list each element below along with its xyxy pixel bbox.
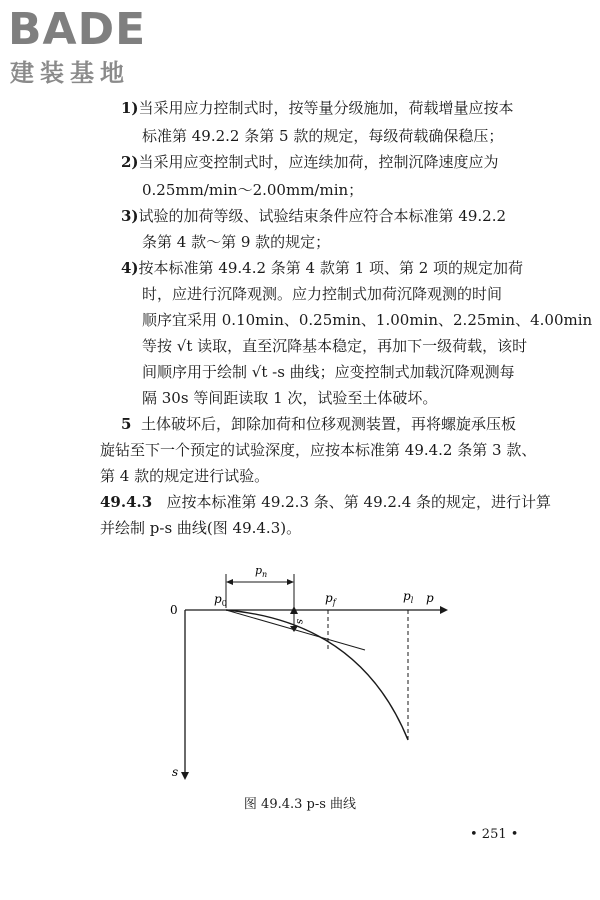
s-axis-label: s (172, 765, 179, 779)
clause-number: 49.4.3 (100, 493, 153, 511)
figure-caption: 图 49.4.3 p-s 曲线 (243, 797, 357, 812)
item-4-line-5: 间顺序用于绘制 √t -s 曲线；应变控制式加载沉降观测每 (142, 363, 515, 381)
item-number: 2) (121, 153, 139, 171)
s-axis-arrow (181, 772, 189, 780)
item-3-line-2: 条第 4 款～第 9 款的规定； (142, 233, 331, 251)
page-number: • 251 • (470, 827, 519, 842)
origin-label: 0 (170, 603, 178, 617)
pf-label: $p_f$ (325, 591, 336, 607)
item-1-line-2: 标准第 49.2.2 条第 5 款的规定，每级荷载确保稳压； (142, 127, 504, 145)
item-4-line-1: 4)按本标准第 49.4.2 条第 4 款第 1 项、第 2 项的规定加荷 (121, 259, 524, 277)
p-axis-label: p (426, 591, 434, 605)
pn-label: $p_n$ (255, 564, 268, 579)
item-1-line-1: 1)当采用应力控制式时，按等量分级施加，荷载增量应按本 (121, 99, 514, 117)
para-5-line-3: 第 4 款的规定进行试验。 (100, 467, 270, 485)
p0-label: $p_0$ (214, 592, 227, 608)
s-marker-label: s (294, 619, 305, 625)
pn-arrow-right (287, 579, 294, 585)
p-s-curve (226, 610, 408, 740)
item-2-line-1: 2)当采用应变控制式时，应连续加荷，控制沉降速度应为 (121, 153, 499, 171)
pl-label: $p_l$ (403, 589, 414, 605)
item-4-line-4: 等按 √t 读取，直至沉降基本稳定，再加下一级荷载，该时 (142, 337, 528, 355)
para-5-line-2: 旋钻至下一个预定的试验深度，应按本标准第 49.4.2 条第 3 款、 (100, 441, 537, 459)
p-axis-arrow (440, 606, 448, 614)
item-4-line-6: 隔 30s 等间距读取 1 次，试验至土体破坏。 (142, 389, 438, 407)
item-number: 1) (121, 99, 139, 117)
clause-line-2: 并绘制 p-s 曲线(图 49.4.3)。 (100, 519, 302, 537)
logo-sub-text: 建装基地 (10, 59, 130, 87)
item-4-line-3: 顺序宜采用 0.10min、0.25min、1.00min、2.25min、4.00min (142, 311, 593, 329)
logo-main-text: BADE (8, 4, 147, 55)
item-4-line-2: 时，应进行沉降观测。应力控制式加荷沉降观测的时间 (142, 285, 503, 303)
item-number: 4) (121, 259, 139, 277)
para-5-line-1: 5 土体破坏后，卸除加荷和位移观测装置，再将螺旋承压板 (121, 415, 516, 433)
item-number: 3) (121, 207, 139, 225)
para-number: 5 (121, 415, 132, 433)
bade-logo (8, 6, 188, 96)
pn-arrow-left (226, 579, 233, 585)
tangent-line (226, 610, 365, 650)
clause-line-1: 49.4.3 应按本标准第 49.2.3 条、第 49.2.4 条的规定，进行计算 (100, 493, 552, 511)
item-3-line-1: 3)试验的加荷等级、试验结束条件应符合本标准第 49.2.2 (121, 207, 507, 225)
item-2-line-2: 0.25mm/min～2.00mm/min； (142, 181, 364, 199)
p-s-curve-figure (160, 560, 460, 790)
